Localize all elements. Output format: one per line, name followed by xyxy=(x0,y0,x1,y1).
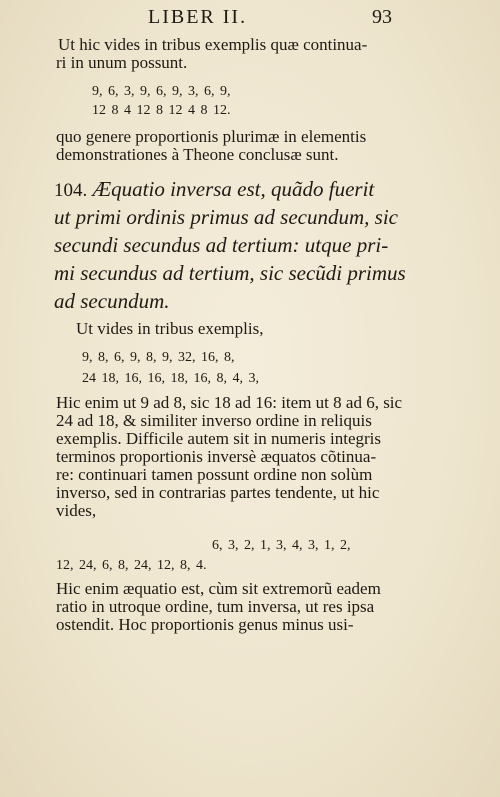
text-line: Hic enim æquatio est, cùm sit extremorũ eadem xyxy=(56,579,381,598)
number-row: 12, 24, 6, 8, 24, 12, 8, 4. xyxy=(56,558,207,573)
text-line: demonstrationes à Theone conclusæ sunt. xyxy=(56,145,339,164)
page-number: 93 xyxy=(372,6,392,28)
text-line: 24 ad 18, & similiter inverso ordine in reliquis xyxy=(56,411,372,430)
text-line: quo genere proportionis plurimæ in elementis xyxy=(56,127,367,146)
text-line: Hic enim ut 9 ad 8, sic 18 ad 16: item ut 8 ad 6, sic xyxy=(56,393,403,412)
text-line: terminos proportionis inversè æquatos cõtinua- xyxy=(56,447,377,466)
section-line: ut primi ordinis primus ad secundum, sic xyxy=(54,205,398,229)
text-line: Ut vides in tribus exemplis, xyxy=(76,319,264,338)
text-line: ri in unum possunt. xyxy=(56,53,188,72)
section-line: secundi secundus ad tertium: utque pri- xyxy=(54,233,389,257)
section-line: ad secundum. xyxy=(54,289,170,313)
text-line: re: continuari tamen possunt ordine non solùm xyxy=(56,465,373,484)
text-line: ratio in utroque ordine, tum inversa, ut res ipsa xyxy=(56,597,375,616)
text-line: vides, xyxy=(56,501,97,520)
number-row: 9, 8, 6, 9, 8, 9, 32, 16, 8, xyxy=(82,350,235,365)
text-line: ostendit. Hoc proportionis genus minus usi- xyxy=(56,615,354,634)
section-text: Æquatio inversa est, quãdo fuerit xyxy=(92,177,375,201)
text-line: inverso, sed in contrarias partes tendente, ut hic xyxy=(56,483,380,502)
section-line xyxy=(54,178,374,202)
section-number: 104. xyxy=(54,180,88,201)
number-row: 24 18, 16, 16, 18, 16, 8, 4, 3, xyxy=(82,371,259,386)
number-row: 6, 3, 2, 1, 3, 4, 3, 1, 2, xyxy=(212,538,351,553)
number-row: 12 8 4 12 8 12 4 8 12. xyxy=(92,103,231,118)
text-line: Ut hic vides in tribus exemplis quæ continua- xyxy=(58,35,368,54)
text-line: exemplis. Difficile autem sit in numeris integris xyxy=(56,429,381,448)
number-row: 9, 6, 3, 9, 6, 9, 3, 6, 9, xyxy=(92,84,231,99)
section-line: mi secundus ad tertium, sic secũdi primus xyxy=(54,261,406,285)
running-head: LIBER II. xyxy=(148,6,248,28)
page-header xyxy=(0,6,500,34)
